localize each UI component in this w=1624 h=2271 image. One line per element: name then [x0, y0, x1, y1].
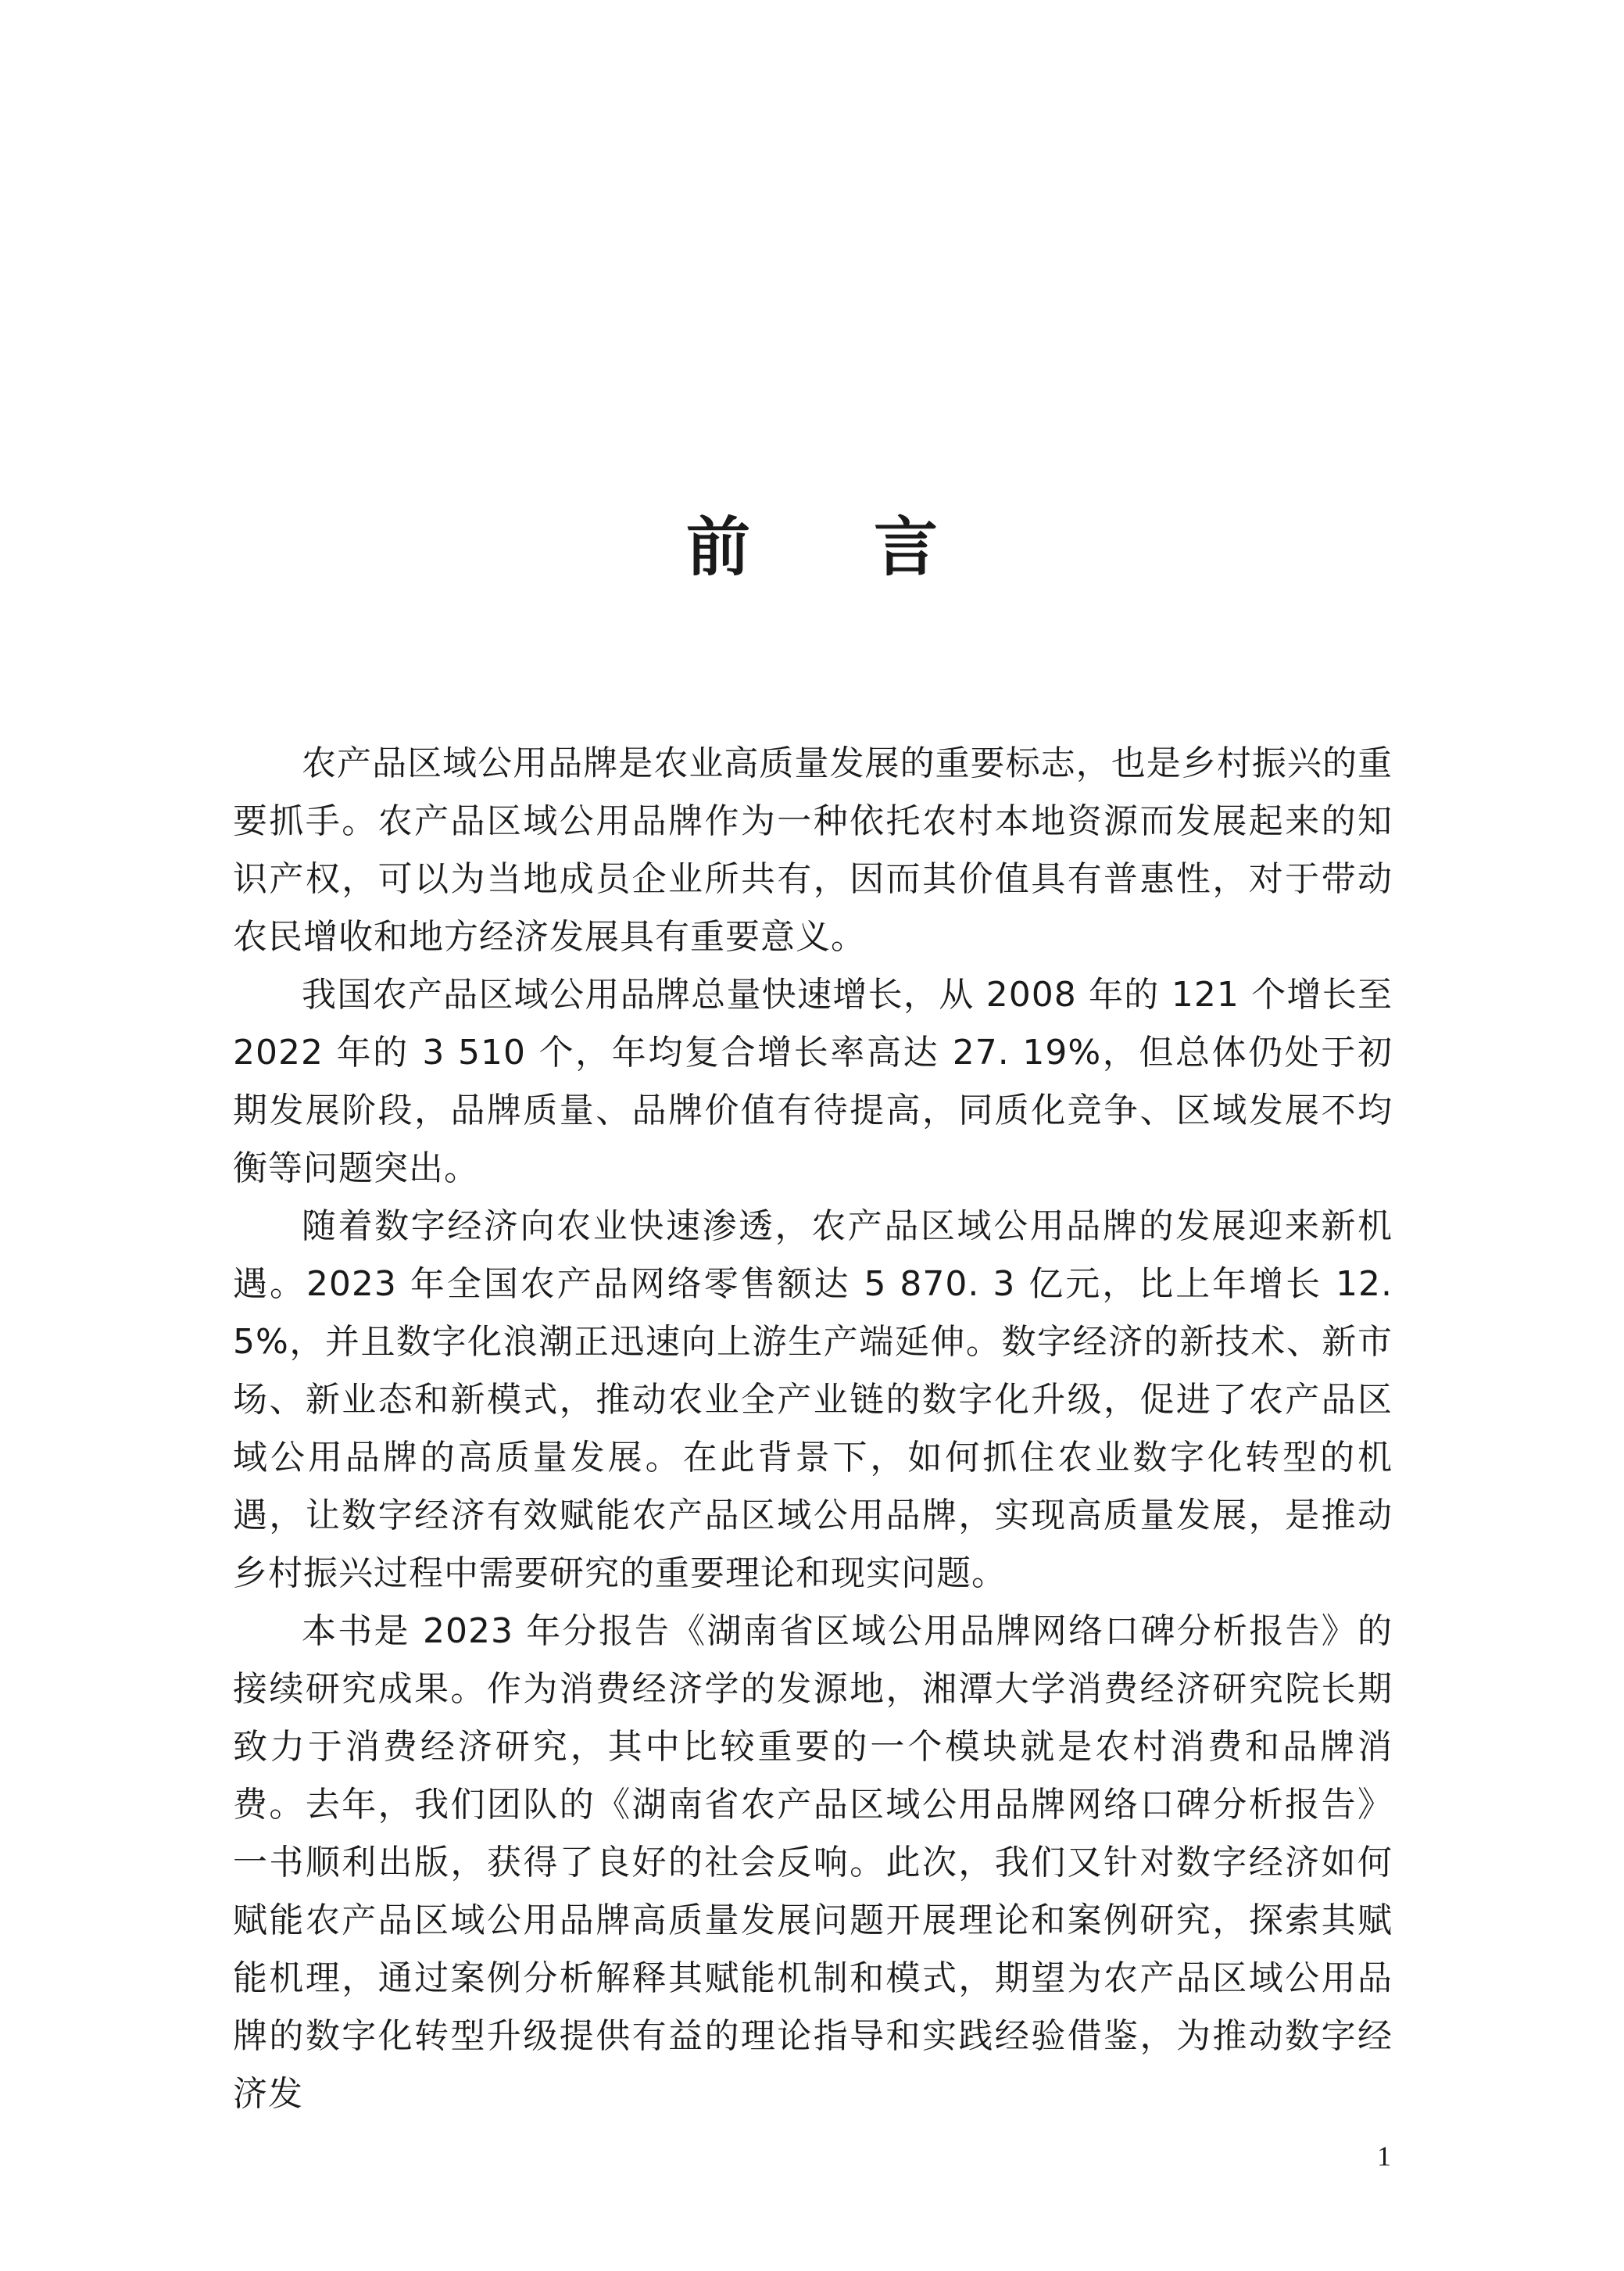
- paragraph-2: 我国农产品区域公用品牌总量快速增长，从 2008 年的 121 个增长至 2022 年的 3 510 个，年均复合增长率高达 27. 19%，但总体仍处于初期发展阶段，品牌质量、品牌价值有待提高，同质化竞争、区域发展不均衡等问题突出。: [233, 975, 1393, 1188]
- paragraph-3: 随着数字经济向农业快速渗透，农产品区域公用品牌的发展迎来新机遇。2023 年全国农产品网络零售额达 5 870. 3 亿元，比上年增长 12. 5%，并且数字化浪潮正迅速向上游生产端延伸。数字经济的新技术、新市场、新业态和新模式，推动农业全产业链的数字化升级，促进了农产品区域公用品牌的高质量发展。在此背景下，如何抓住农业数字化转型的机遇，让数字经济有效赋能农产品区域公用品牌，实现高质量发展，是推动乡村振兴过程中需要研究的重要理论和现实问题。: [233, 1206, 1393, 1593]
- paragraph-4: 本书是 2023 年分报告《湖南省区域公用品牌网络口碑分析报告》的接续研究成果。作为消费经济学的发源地，湘潭大学消费经济研究院长期致力于消费经济研究，其中比较重要的一个模块就是农村消费和品牌消费。去年，我们团队的《湖南省农产品区域公用品牌网络口碑分析报告》一书顺利出版，获得了良好的社会反响。此次，我们又针对数字经济如何赋能农产品区域公用品牌高质量发展问题开展理论和案例研究，探索其赋能机理，通过案例分析解释其赋能机制和模式，期望为农产品区域公用品牌的数字化转型升级提供有益的理论指导和实践经验借鉴，为推动数字经济发: [233, 1611, 1393, 2114]
- page-title: [0, 504, 1624, 590]
- paragraph-1: 农产品区域公用品牌是农业高质量发展的重要标志，也是乡村振兴的重要抓手。农产品区域公用品牌作为一种依托农村本地资源而发展起来的知识产权，可以为当地成员企业所共有，因而其价值具有普惠性，对于带动农民增收和地方经济发展具有重要意义。: [233, 743, 1393, 957]
- title-char-2: 言: [873, 509, 938, 585]
- page-number: 1: [1377, 2140, 1391, 2172]
- body-text: [233, 735, 1393, 2123]
- title-char-1: 前: [685, 509, 750, 585]
